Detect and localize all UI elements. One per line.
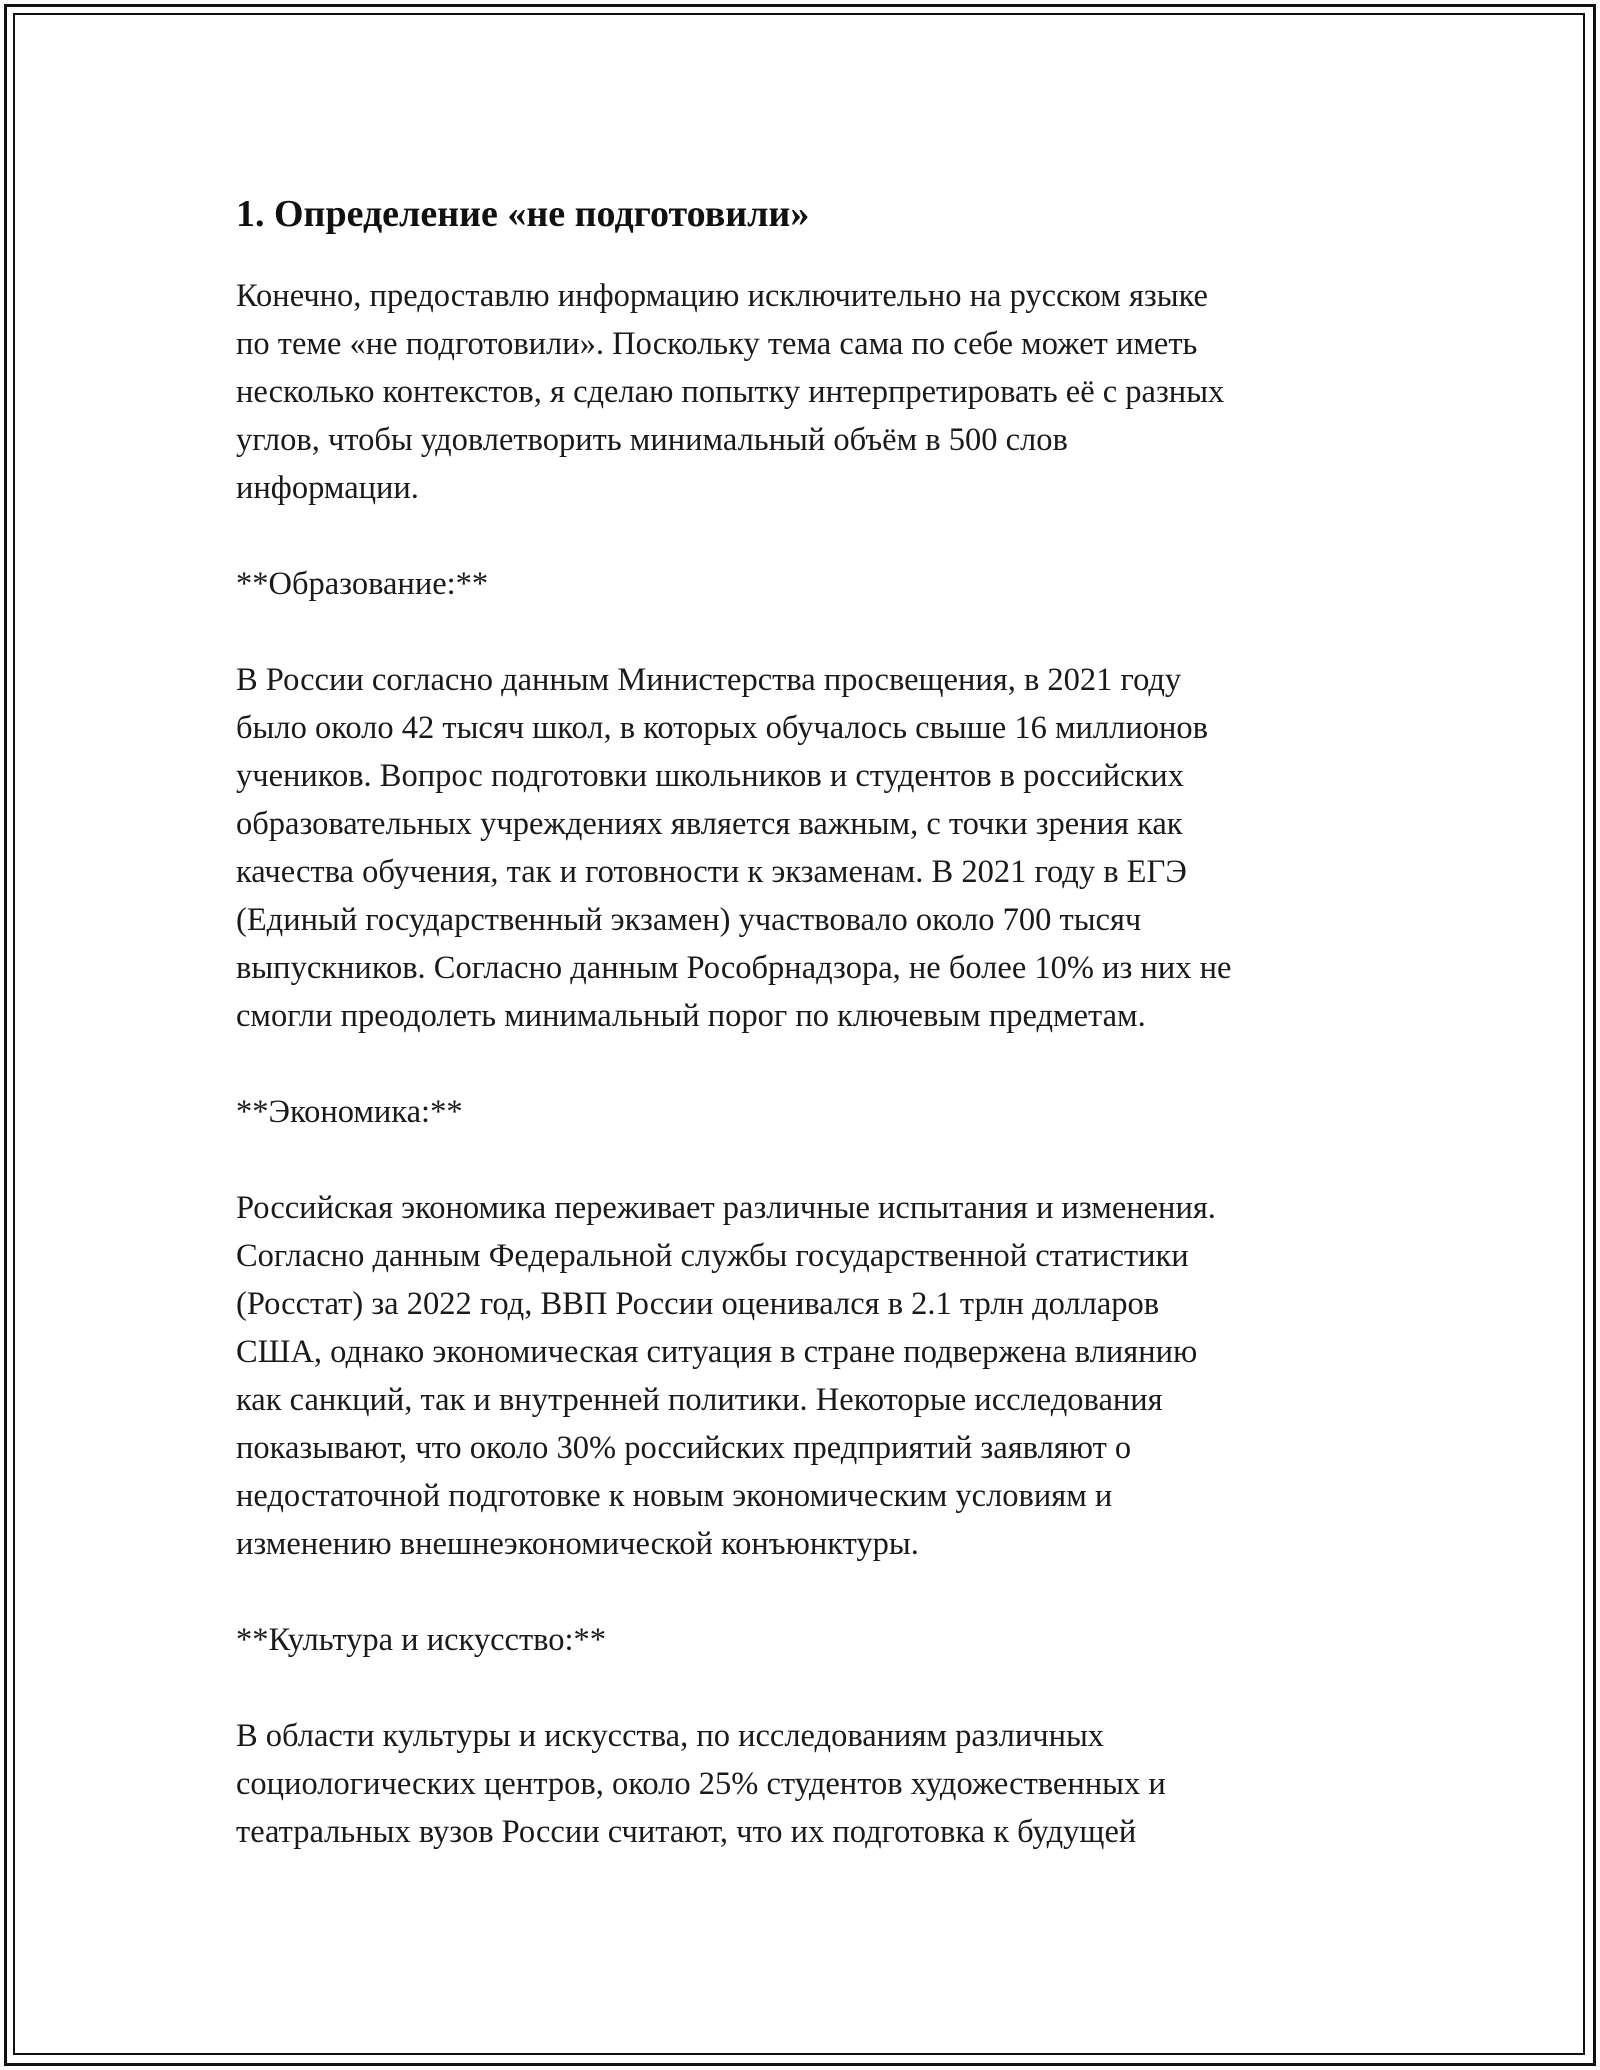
paragraph-line: Российская экономика переживает различные испытания и изменения. (236, 1190, 1216, 1226)
paragraph-line: Согласно данным Федеральной службы государственной статистики (236, 1238, 1189, 1274)
paragraph-line: несколько контекстов, я сделаю попытку интерпретировать её с разных (236, 374, 1225, 410)
paragraph-line: было около 42 тысяч школ, в которых обучалось свыше 16 миллионов (236, 710, 1208, 746)
paragraph-line: В России согласно данным Министерства просвещения, в 2021 году (236, 662, 1182, 698)
paragraph-line: как санкций, так и внутренней политики. Некоторые исследования (236, 1382, 1163, 1418)
paragraph-line: показывают, что около 30% российских предприятий заявляют о (236, 1430, 1132, 1466)
paragraph-line: смогли преодолеть минимальный порог по ключевым предметам. (236, 998, 1146, 1034)
paragraph-line: В области культуры и искусства, по исследованиям различных (236, 1718, 1105, 1754)
paragraph-line: образовательных учреждениях является важным, с точки зрения как (236, 806, 1183, 842)
document-body (236, 186, 1376, 1904)
paragraph-line: (Росстат) за 2022 год, ВВП России оценивался в 2.1 трлн долларов (236, 1286, 1160, 1322)
paragraph-line: театральных вузов России считают, что их подготовка к будущей (236, 1814, 1137, 1850)
education-paragraph (236, 656, 1376, 1040)
paragraph-line: недостаточной подготовке к новым экономическим условиям и (236, 1478, 1113, 1514)
paragraph-line: по теме «не подготовили». Поскольку тема сама по себе может иметь (236, 326, 1198, 362)
paragraph-line: изменению внешнеэкономической конъюнктуры. (236, 1526, 919, 1562)
intro-paragraph (236, 272, 1376, 512)
document-heading: 1. Определение «не подготовили» (236, 193, 810, 235)
paragraph-line: Конечно, предоставлю информацию исключительно на русском языке (236, 278, 1208, 314)
economy-paragraph (236, 1184, 1376, 1568)
paragraph-line: США, однако экономическая ситуация в стране подвержена влиянию (236, 1334, 1198, 1370)
section-title-culture: **Культура и искусство:** (236, 1622, 607, 1658)
paragraph-line: (Единый государственный экзамен) участвовало около 700 тысяч (236, 902, 1142, 938)
section-title-education: **Образование:** (236, 566, 489, 602)
culture-paragraph (236, 1712, 1376, 1856)
paragraph-line: учеников. Вопрос подготовки школьников и студентов в российских (236, 758, 1184, 794)
paragraph-line: выпускников. Согласно данным Рособрнадзора, не более 10% из них не (236, 950, 1232, 986)
paragraph-line: информации. (236, 470, 419, 506)
paragraph-line: качества обучения, так и готовности к экзаменам. В 2021 году в ЕГЭ (236, 854, 1187, 890)
section-title-economy: **Экономика:** (236, 1094, 463, 1130)
paragraph-line: углов, чтобы удовлетворить минимальный объём в 500 слов (236, 422, 1068, 458)
paragraph-line: социологических центров, около 25% студентов художественных и (236, 1766, 1166, 1802)
